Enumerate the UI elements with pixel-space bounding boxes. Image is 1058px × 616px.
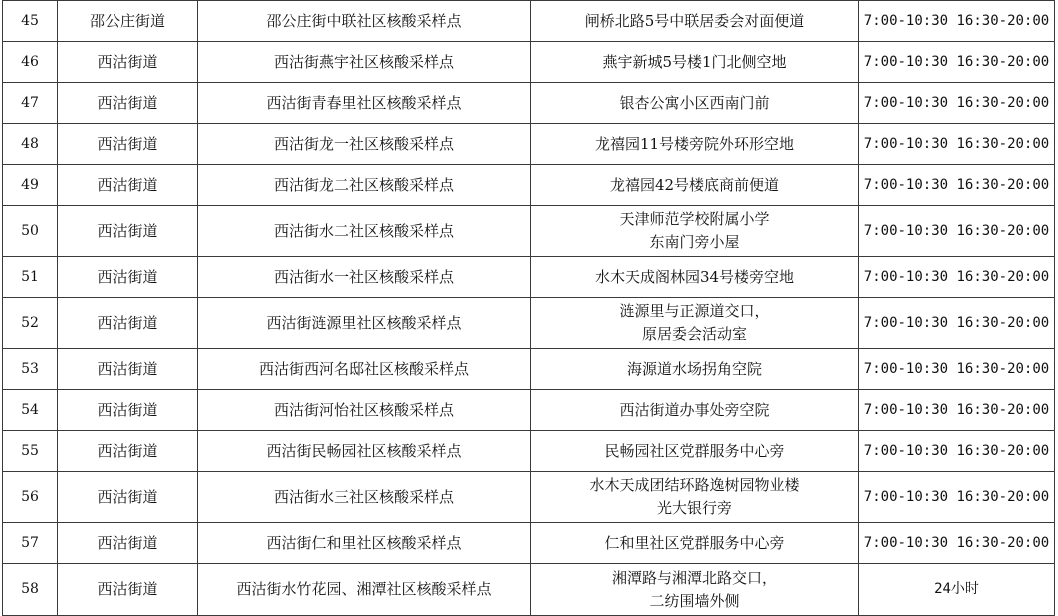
site-name-cell: 西沽街水二社区核酸采样点	[198, 206, 531, 257]
hours-cell: 7:00-10:30 16:30-20:00	[859, 83, 1055, 124]
address-line: 燕宇新城5号楼1门北侧空地	[602, 52, 787, 71]
address-cell	[531, 523, 859, 564]
table-row	[3, 83, 1055, 124]
address-line: 龙禧园42号楼底商前便道	[609, 175, 780, 194]
table-row	[3, 564, 1055, 616]
street-cell: 西沽街道	[58, 165, 198, 206]
site-name-cell: 西沽街民畅园社区核酸采样点	[198, 431, 531, 472]
address-line: 西沽街道办事处旁空院	[619, 400, 770, 419]
address-cell	[531, 349, 859, 390]
address-cell	[531, 472, 859, 523]
street-cell: 西沽街道	[58, 564, 198, 616]
address-line: 水木天成阁林园34号楼旁空地	[594, 267, 795, 286]
site-name-cell: 西沽街河怡社区核酸采样点	[198, 390, 531, 431]
row-number-cell: 56	[3, 472, 58, 523]
address-cell	[531, 431, 859, 472]
table-row	[3, 390, 1055, 431]
site-name-cell: 西沽街水竹花园、湘潭社区核酸采样点	[198, 564, 531, 616]
hours-cell: 7:00-10:30 16:30-20:00	[859, 124, 1055, 165]
table-row	[3, 206, 1055, 257]
street-cell: 西沽街道	[58, 124, 198, 165]
address-line: 银杏公寓小区西南门前	[619, 93, 770, 112]
street-cell: 西沽街道	[58, 257, 198, 298]
hours-cell: 7:00-10:30 16:30-20:00	[859, 472, 1055, 523]
table-row	[3, 1, 1055, 42]
row-number-cell: 46	[3, 42, 58, 83]
address-line: 闸桥北路5号中联居委会对面便道	[584, 11, 805, 30]
row-number-cell: 49	[3, 165, 58, 206]
row-number-cell: 52	[3, 298, 58, 349]
street-cell: 西沽街道	[58, 349, 198, 390]
address-line: 海源道水场拐角空院	[626, 359, 762, 378]
street-cell: 西沽街道	[58, 83, 198, 124]
row-number-cell: 50	[3, 206, 58, 257]
address-cell	[531, 165, 859, 206]
site-name-cell: 西沽街仁和里社区核酸采样点	[198, 523, 531, 564]
hours-cell: 7:00-10:30 16:30-20:00	[859, 42, 1055, 83]
address-cell	[531, 42, 859, 83]
address-line: 东南门旁小屋	[649, 233, 740, 251]
sampling-site-table	[2, 0, 1055, 616]
address-cell	[531, 206, 859, 257]
site-name-cell: 西沽街水一社区核酸采样点	[198, 257, 531, 298]
site-name-cell: 西沽街龙一社区核酸采样点	[198, 124, 531, 165]
row-number-cell: 45	[3, 1, 58, 42]
address-line: 龙禧园11号楼旁院外环形空地	[594, 134, 795, 153]
address-line: 天津师范学校附属小学	[619, 210, 770, 228]
hours-cell: 7:00-10:30 16:30-20:00	[859, 206, 1055, 257]
street-cell: 西沽街道	[58, 206, 198, 257]
address-line: 光大银行旁	[656, 499, 732, 517]
table-row	[3, 42, 1055, 83]
address-line: 仁和里社区党群服务中心旁	[604, 533, 785, 552]
address-line: 民畅园社区党群服务中心旁	[604, 441, 785, 460]
address-cell	[531, 298, 859, 349]
row-number-cell: 48	[3, 124, 58, 165]
row-number-cell: 47	[3, 83, 58, 124]
table-row	[3, 165, 1055, 206]
row-number-cell: 54	[3, 390, 58, 431]
address-cell	[531, 564, 859, 616]
address-cell	[531, 124, 859, 165]
address-line: 二纺围墙外侧	[649, 591, 740, 610]
street-cell: 西沽街道	[58, 298, 198, 349]
site-name-cell: 邵公庄街中联社区核酸采样点	[198, 1, 531, 42]
hours-cell: 7:00-10:30 16:30-20:00	[859, 349, 1055, 390]
hours-cell: 7:00-10:30 16:30-20:00	[859, 165, 1055, 206]
address-cell	[531, 390, 859, 431]
street-cell: 西沽街道	[58, 431, 198, 472]
table-row	[3, 472, 1055, 523]
row-number-cell: 53	[3, 349, 58, 390]
table-row	[3, 431, 1055, 472]
row-number-cell: 57	[3, 523, 58, 564]
hours-cell: 7:00-10:30 16:30-20:00	[859, 298, 1055, 349]
hours-cell: 7:00-10:30 16:30-20:00	[859, 1, 1055, 42]
table-row	[3, 257, 1055, 298]
site-name-cell: 西沽街涟源里社区核酸采样点	[198, 298, 531, 349]
table-body	[3, 1, 1055, 616]
hours-cell: 7:00-10:30 16:30-20:00	[859, 257, 1055, 298]
street-cell: 西沽街道	[58, 523, 198, 564]
table-row	[3, 124, 1055, 165]
address-cell	[531, 1, 859, 42]
site-name-cell: 西沽街水三社区核酸采样点	[198, 472, 531, 523]
street-cell: 西沽街道	[58, 472, 198, 523]
address-line: 原居委会活动室	[641, 325, 747, 343]
hours-cell: 24小时	[859, 564, 1055, 616]
hours-cell: 7:00-10:30 16:30-20:00	[859, 431, 1055, 472]
hours-cell: 7:00-10:30 16:30-20:00	[859, 523, 1055, 564]
site-name-cell: 西沽街西河名邸社区核酸采样点	[198, 349, 531, 390]
street-cell: 西沽街道	[58, 42, 198, 83]
table-row	[3, 349, 1055, 390]
row-number-cell: 55	[3, 431, 58, 472]
address-line: 湘潭路与湘潭北路交口，	[611, 568, 777, 587]
site-name-cell: 西沽街青春里社区核酸采样点	[198, 83, 531, 124]
table-row	[3, 523, 1055, 564]
address-line: 涟源里与正源道交口，	[619, 302, 770, 320]
row-number-cell: 58	[3, 564, 58, 616]
address-cell	[531, 83, 859, 124]
street-cell: 邵公庄街道	[58, 1, 198, 42]
row-number-cell: 51	[3, 257, 58, 298]
address-line: 水木天成团结环路逸树园物业楼	[589, 476, 800, 494]
site-name-cell: 西沽街燕宇社区核酸采样点	[198, 42, 531, 83]
address-cell	[531, 257, 859, 298]
table-row	[3, 298, 1055, 349]
hours-cell: 7:00-10:30 16:30-20:00	[859, 390, 1055, 431]
street-cell: 西沽街道	[58, 390, 198, 431]
site-name-cell: 西沽街龙二社区核酸采样点	[198, 165, 531, 206]
